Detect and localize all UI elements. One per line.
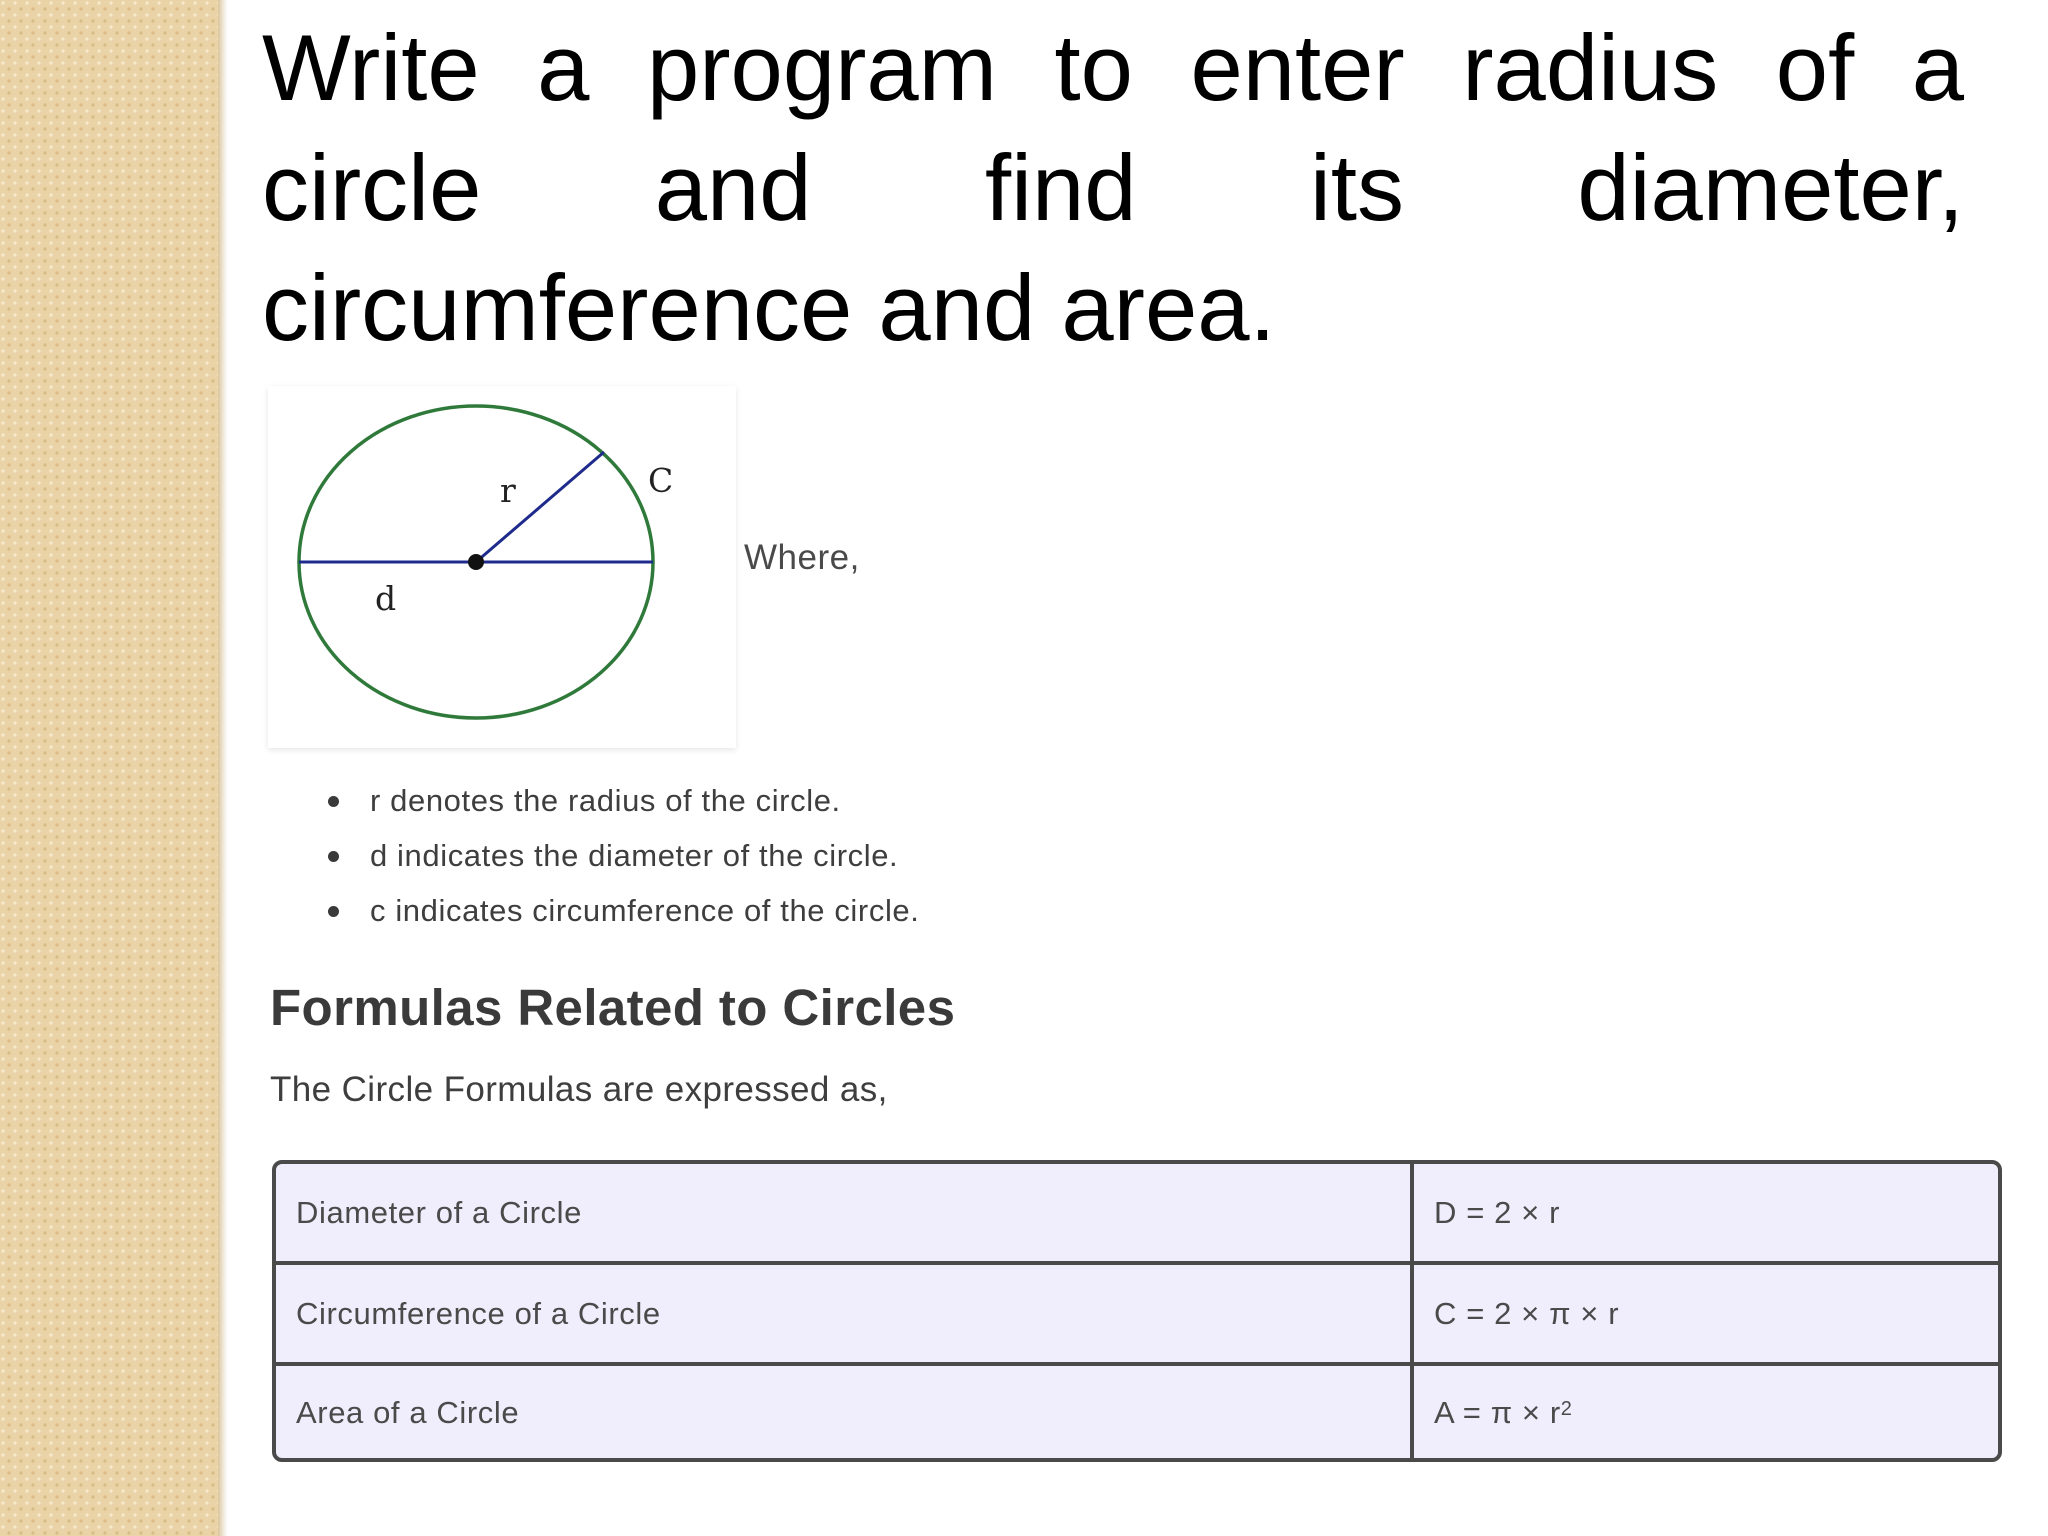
table-row bbox=[276, 1164, 1998, 1265]
table-row bbox=[276, 1366, 1998, 1460]
table-cell-name: Circumference of a Circle bbox=[276, 1265, 1414, 1362]
radius-line bbox=[476, 452, 604, 562]
table-row bbox=[276, 1265, 1998, 1366]
list-item-text: c indicates circumference of the circle. bbox=[370, 893, 920, 928]
diameter-label: d bbox=[375, 579, 397, 618]
table-cell-formula: C = 2 × π × r bbox=[1434, 1295, 1620, 1331]
bullet-icon bbox=[328, 851, 339, 862]
section-intro: The Circle Formulas are expressed as, bbox=[270, 1070, 888, 1109]
side-bar-edge bbox=[218, 0, 228, 1536]
radius-label: r bbox=[500, 471, 516, 510]
center-point bbox=[468, 554, 484, 570]
decorative-side-bar bbox=[0, 0, 218, 1536]
slide-title: Write a program to enter radius of a circle and find its diameter, circumference and area. bbox=[262, 15, 1964, 360]
bullet-icon bbox=[328, 796, 339, 807]
circumference-label: C bbox=[648, 461, 674, 500]
list-item-text: d indicates the diameter of the circle. bbox=[370, 838, 899, 873]
section-heading: Formulas Related to Circles bbox=[270, 979, 956, 1036]
table-cell-name: Area of a Circle bbox=[276, 1366, 1414, 1460]
table-cell-name: Diameter of a Circle bbox=[276, 1164, 1414, 1261]
where-label: Where, bbox=[744, 538, 860, 577]
exponent: 2 bbox=[1560, 1397, 1573, 1420]
table-cell-formula: D = 2 × r bbox=[1434, 1194, 1561, 1230]
bullet-icon bbox=[328, 906, 339, 917]
table-cell-formula bbox=[1414, 1366, 1998, 1460]
formula-table bbox=[272, 1160, 2002, 1462]
list-item-text: r denotes the radius of the circle. bbox=[370, 783, 841, 818]
circle-diagram bbox=[268, 386, 736, 748]
formula-text: A = π × r bbox=[1434, 1395, 1561, 1430]
